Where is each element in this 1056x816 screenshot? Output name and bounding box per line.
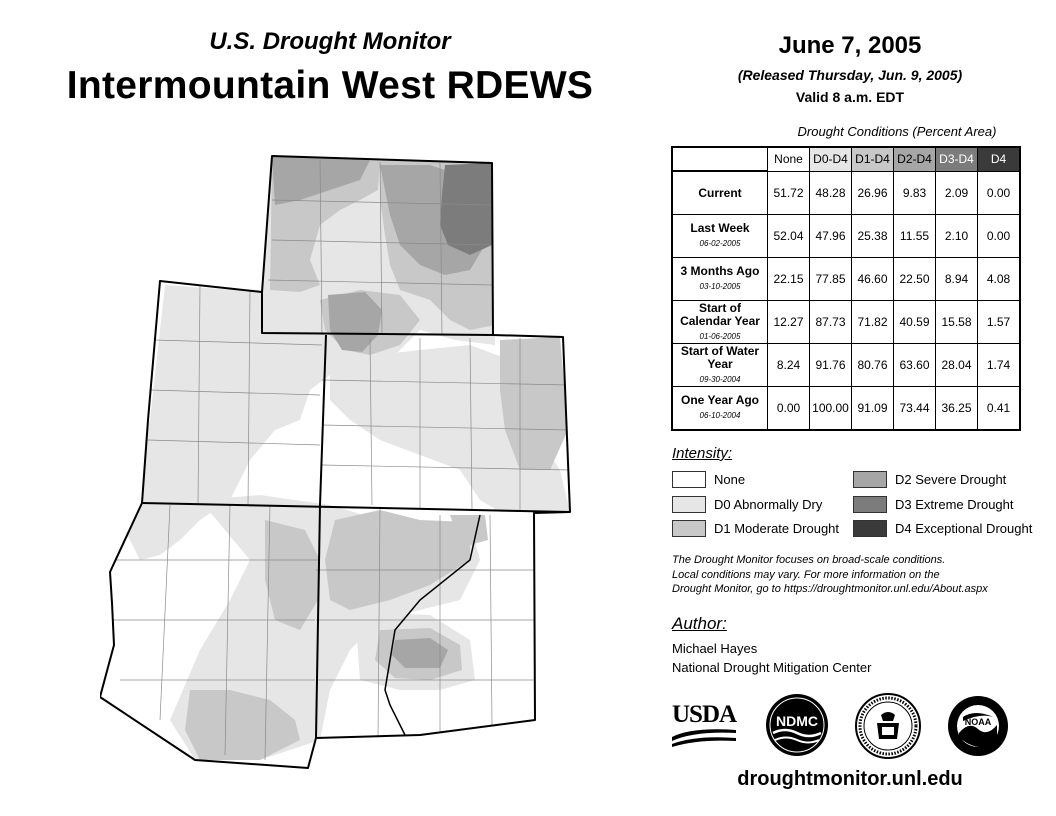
- table-cell: 2.10: [936, 215, 978, 258]
- column-header-d1-d4: D1-D4: [852, 147, 894, 171]
- report-date: June 7, 2005: [778, 32, 922, 59]
- table-cell: 63.60: [894, 344, 936, 387]
- table-cell: 87.73: [810, 301, 852, 344]
- row-date: 03-10-2005: [699, 282, 741, 291]
- table-row: [672, 387, 1020, 431]
- legend-label-none: None: [714, 472, 746, 487]
- table-cell: 52.04: [768, 215, 810, 258]
- table-cell: 40.59: [894, 301, 936, 344]
- table-header-row: [672, 147, 1020, 171]
- usda-logo-text: USDA: [672, 701, 737, 728]
- commerce-seal-icon: [855, 693, 921, 759]
- table-caption: Drought Conditions (Percent Area): [797, 124, 997, 139]
- row-header: [672, 387, 768, 431]
- row-date: 06-02-2005: [699, 239, 741, 248]
- table-cell: 71.82: [852, 301, 894, 344]
- column-header-d3-d4: D3-D4: [936, 147, 978, 171]
- map-title: Intermountain West RDEWS: [66, 64, 594, 107]
- legend-label-d4: D4 Exceptional Drought: [895, 521, 1033, 536]
- usda-logo: [672, 703, 736, 749]
- ndmc-logo-text: NDMC: [776, 713, 818, 729]
- website-url[interactable]: droughtmonitor.unl.edu: [737, 768, 963, 790]
- table-row: [672, 215, 1020, 258]
- row-label: Start of Water Year: [680, 343, 760, 371]
- table-cell: 22.50: [894, 258, 936, 301]
- map-subtitle: U.S. Drought Monitor: [209, 28, 451, 55]
- table-cell: 2.09: [936, 171, 978, 215]
- table-cell: 28.04: [936, 344, 978, 387]
- legend-item-d2: [853, 471, 1006, 488]
- author-heading: Author:: [672, 614, 727, 633]
- column-header-d2-d4: D2-D4: [894, 147, 936, 171]
- table-cell: 8.94: [936, 258, 978, 301]
- drought-areas: [100, 150, 580, 770]
- row-date: 06-10-2004: [699, 411, 741, 420]
- note-line-2: Local conditions may vary. For more information on the: [672, 568, 940, 581]
- drought-conditions-table: [671, 146, 1021, 431]
- table-cell: 8.24: [768, 344, 810, 387]
- table-cell: 22.15: [768, 258, 810, 301]
- table-row: [672, 258, 1020, 301]
- legend-label-d3: D3 Extreme Drought: [895, 497, 1014, 512]
- row-header: [672, 258, 768, 301]
- legend-swatch-d2: [853, 471, 887, 488]
- column-header-none: None: [768, 147, 810, 171]
- table-cell: 73.44: [894, 387, 936, 431]
- legend-label-d1: D1 Moderate Drought: [714, 521, 840, 536]
- table-cell: 15.58: [936, 301, 978, 344]
- row-header: [672, 171, 768, 215]
- legend-item-d4: [853, 520, 1032, 537]
- row-date: 09-30-2004: [699, 374, 741, 384]
- release-date: (Released Thursday, Jun. 9, 2005): [737, 67, 963, 83]
- legend-item-d1: [672, 520, 839, 537]
- table-cell: 11.55: [894, 215, 936, 258]
- table-cell: 51.72: [768, 171, 810, 215]
- row-date: 01-06-2005: [699, 331, 741, 341]
- d3-areas: [440, 163, 492, 255]
- table-cell: 0.00: [768, 387, 810, 431]
- author-organization: National Drought Mitigation Center: [672, 660, 872, 675]
- table-cell: 80.76: [852, 344, 894, 387]
- row-label: Last Week: [690, 221, 750, 235]
- row-header: [672, 215, 768, 258]
- legend-swatch-none: [672, 471, 706, 488]
- legend-swatch-d1: [672, 520, 706, 537]
- table-cell: 1.57: [978, 301, 1021, 344]
- table-row: [672, 301, 1020, 344]
- row-header: [672, 344, 768, 387]
- table-cell: 100.00: [810, 387, 852, 431]
- table-cell: 1.74: [978, 344, 1021, 387]
- row-label: Current: [698, 185, 742, 200]
- disclaimer-note: [672, 553, 1042, 597]
- table-corner: [672, 147, 768, 171]
- table-cell: 47.96: [810, 215, 852, 258]
- legend-item-none: [672, 471, 745, 488]
- legend-swatch-d0: [672, 496, 706, 513]
- row-label: Start of Calendar Year: [680, 300, 760, 328]
- legend-swatch-d4: [853, 520, 887, 537]
- table-cell: 36.25: [936, 387, 978, 431]
- d0-island: [323, 227, 363, 263]
- column-header-d0-d4: D0-D4: [810, 147, 852, 171]
- table-cell: 25.38: [852, 215, 894, 258]
- table-cell: 77.85: [810, 258, 852, 301]
- table-cell: 0.41: [978, 387, 1021, 431]
- table-cell: 26.96: [852, 171, 894, 215]
- commerce-seal-logo: [855, 693, 921, 759]
- table-cell: 0.00: [978, 215, 1021, 258]
- table-cell: 46.60: [852, 258, 894, 301]
- row-header: [672, 301, 768, 344]
- author-name: Michael Hayes: [672, 641, 758, 656]
- table-cell: 48.28: [810, 171, 852, 215]
- legend-label-d2: D2 Severe Drought: [895, 472, 1007, 487]
- valid-time: Valid 8 a.m. EDT: [795, 89, 905, 105]
- table-cell: 0.00: [978, 171, 1021, 215]
- noaa-logo-text: NOAA: [964, 717, 992, 727]
- table-cell: 9.83: [894, 171, 936, 215]
- legend-swatch-d3: [853, 496, 887, 513]
- ndmc-logo: [765, 693, 829, 757]
- row-label: One Year Ago: [680, 393, 760, 407]
- usda-hills-icon: [672, 727, 736, 747]
- note-line-3: Drought Monitor, go to https://droughtmonitor.unl.edu/About.aspx: [672, 583, 988, 595]
- row-label: 3 Months Ago: [680, 264, 760, 278]
- note-line-1: The Drought Monitor focuses on broad-scale conditions.: [672, 554, 946, 566]
- legend-heading: Intensity:: [672, 445, 733, 462]
- table-row: [672, 171, 1020, 215]
- legend-item-d3: [853, 496, 1014, 513]
- table-cell: 91.76: [810, 344, 852, 387]
- column-header-d4: D4: [978, 147, 1021, 171]
- legend-item-d0: [672, 496, 822, 513]
- legend-label-d0: D0 Abnormally Dry: [714, 497, 823, 512]
- noaa-logo: [947, 695, 1009, 757]
- table-row: [672, 344, 1020, 387]
- table-cell: 4.08: [978, 258, 1021, 301]
- table-cell: 12.27: [768, 301, 810, 344]
- drought-map: [100, 150, 580, 770]
- table-cell: 91.09: [852, 387, 894, 431]
